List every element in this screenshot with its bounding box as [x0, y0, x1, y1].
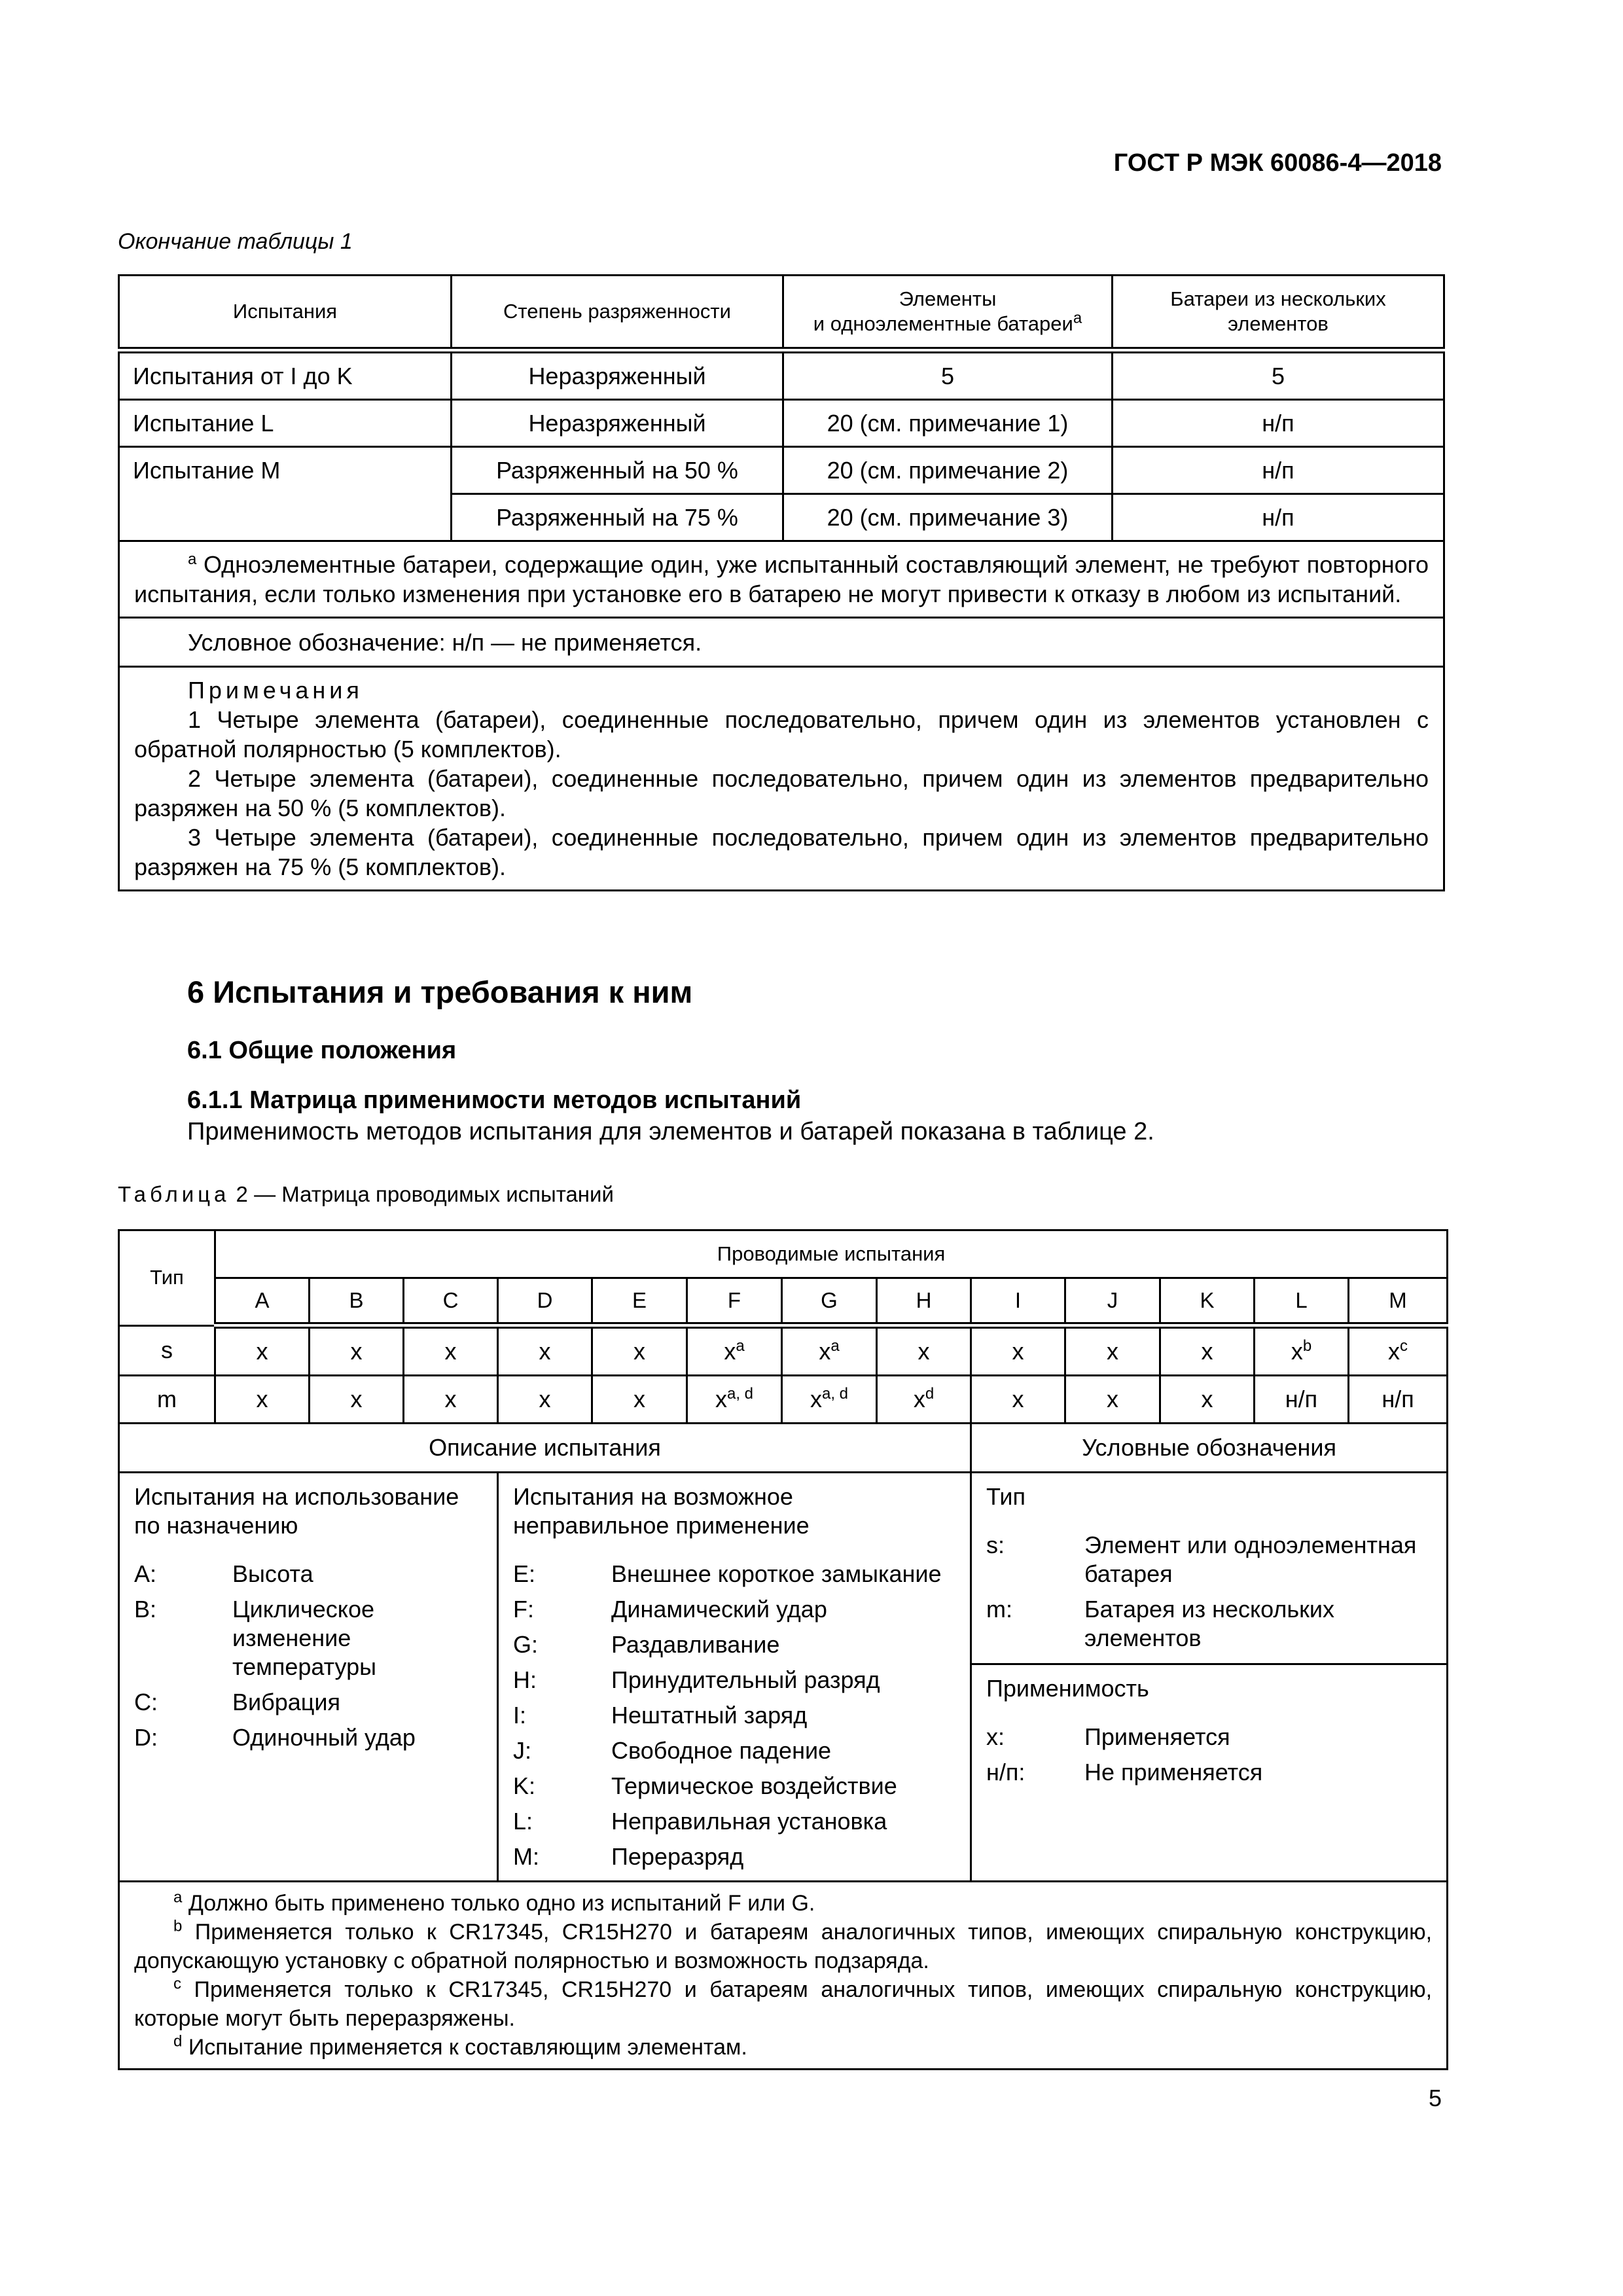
footnote-ref: b — [1302, 1337, 1312, 1355]
applicability-section — [972, 1663, 1446, 1787]
intended-test-code: B: — [134, 1596, 157, 1623]
type-header: Тип — [119, 1230, 215, 1326]
description-header-row — [119, 1424, 1448, 1473]
misuse-test-label: Внешнее короткое замыкание — [611, 1560, 942, 1587]
matrix-cell: x — [404, 1325, 498, 1376]
intended-test-code: A: — [134, 1560, 157, 1587]
test-letters-row — [119, 1278, 1448, 1326]
matrix-cell: $x^{a, d}$ — [687, 1376, 782, 1424]
table-2-header-row — [119, 1230, 1448, 1278]
type-title: Тип — [986, 1483, 1026, 1510]
matrix-cell: x — [215, 1325, 310, 1376]
test-letter-M: M — [1349, 1278, 1448, 1326]
matrix-cell: $x^a$ — [782, 1325, 877, 1376]
misuse-test-label: Нештатный заряд — [611, 1702, 808, 1729]
cell: н/п — [1113, 494, 1444, 541]
table-2-caption — [118, 1182, 614, 1207]
cell: Разряженный на 75 % — [452, 494, 783, 541]
description-header: Описание испытания — [119, 1424, 971, 1473]
matrix-cell: $x^b$ — [1255, 1325, 1349, 1376]
section-paragraph: Применимость методов испытания для элементов и батарей показана в таблице 2. — [187, 1118, 1154, 1145]
footnote-mark: a — [173, 1888, 183, 1907]
misuse-test-code: K: — [513, 1772, 536, 1799]
type-label: Батарея из нескольких элементов — [1084, 1596, 1335, 1651]
table-1-header-row — [119, 276, 1444, 351]
table-2-footnotes — [119, 1882, 1448, 2070]
header-batteries — [1113, 276, 1444, 351]
type-label: Элемент или одноэлементная батарея — [1084, 1532, 1417, 1587]
intended-use-title: Испытания на использование по назначению — [134, 1483, 459, 1539]
footnote-text: Испытание применяется к составляющим элементам. — [188, 2035, 747, 2060]
matrix-cell: н/п — [1255, 1376, 1349, 1424]
misuse-test-code: M: — [513, 1843, 539, 1870]
misuse-test-label: Переразряд — [611, 1843, 744, 1870]
intended-test-code: C: — [134, 1689, 158, 1715]
applicability-label: Применяется — [1084, 1723, 1230, 1750]
footnote — [134, 1889, 1432, 1918]
footnote-ref: c — [1400, 1337, 1408, 1355]
table-2-footnotes-row — [119, 1882, 1448, 2070]
type-cell: s — [119, 1325, 215, 1376]
misuse-test-label: Свободное падение — [611, 1737, 832, 1764]
cell: 5 — [1113, 350, 1444, 400]
test-letter-E: E — [592, 1278, 687, 1326]
section-heading-6: 6 Испытания и требования к ним — [187, 975, 693, 1009]
matrix-cell: $x^d$ — [877, 1376, 971, 1424]
misuse-test-label: Термическое воздействие — [611, 1772, 897, 1799]
footnote-ref: a — [1073, 309, 1082, 327]
cell: Неразряженный — [452, 400, 783, 447]
footnote-ref: a — [830, 1337, 840, 1355]
misuse-title: Испытания на возможное неправильное применение — [513, 1483, 810, 1539]
intended-test-label: Вибрация — [232, 1689, 341, 1715]
applicability-code: x: — [986, 1723, 1005, 1750]
footnote — [134, 1918, 1432, 1975]
header-cells — [783, 276, 1113, 351]
table-1-legend: Условное обозначение: н/п — не применяется. — [119, 618, 1444, 667]
type-cell: m — [119, 1376, 215, 1424]
cell: 20 (см. примечание 3) — [783, 494, 1113, 541]
document-header: ГОСТ Р МЭК 60086-4—2018 — [1113, 149, 1442, 177]
matrix-cell: $x^{a, d}$ — [782, 1376, 877, 1424]
header-cells-line1: Элементы — [899, 287, 997, 310]
cell: н/п — [1113, 400, 1444, 447]
test-letter-K: K — [1160, 1278, 1255, 1326]
cell: 20 (см. примечание 2) — [783, 447, 1113, 494]
misuse-test-code: G: — [513, 1631, 539, 1658]
footnote-text: Одноэлементные батареи, содержащие один, уже испытанный составляющий элемент, не требуют повторного испытания, если только изменения при установке его в батарею не могут привести к отказу в любом из испытаний. — [134, 551, 1429, 607]
footnote-mark: c — [173, 1975, 181, 1993]
misuse-test-label: Неправильная установка — [611, 1808, 887, 1835]
matrix-cell: x — [404, 1376, 498, 1424]
matrix-cell: $x^a$ — [687, 1325, 782, 1376]
note-3: 3 Четыре элемента (батареи), соединенные последовательно, причем один из элементов предварительно разряжен на 75 % (5 комплектов). — [134, 824, 1429, 880]
matrix-cell: н/п — [1349, 1376, 1448, 1424]
table-row — [119, 1376, 1448, 1424]
footnote-mark: d — [173, 2032, 183, 2051]
matrix-cell: x — [877, 1325, 971, 1376]
intended-test-code: D: — [134, 1724, 158, 1751]
misuse-column — [498, 1473, 971, 1882]
applicability-label: Не применяется — [1084, 1759, 1263, 1785]
test-letter-I: I — [971, 1278, 1065, 1326]
header-tests: Испытания — [119, 276, 452, 351]
type-list — [986, 1531, 1432, 1653]
table-continuation-label: Окончание таблицы 1 — [118, 229, 353, 254]
intended-test-label: Циклическое изменение температуры — [232, 1596, 377, 1680]
intended-test-label: Высота — [232, 1560, 313, 1587]
notes-title: Примечания — [188, 677, 363, 704]
header-cells-line2: и одноэлементные батареи — [813, 312, 1073, 335]
section-heading-6-1: 6.1 Общие положения — [187, 1037, 457, 1064]
test-letter-J: J — [1065, 1278, 1160, 1326]
intended-use-list — [134, 1560, 482, 1752]
table-2 — [118, 1229, 1448, 2070]
intended-use-column — [119, 1473, 498, 1882]
test-letter-C: C — [404, 1278, 498, 1326]
misuse-test-code: L: — [513, 1808, 533, 1835]
description-body-row — [119, 1473, 1448, 1882]
footnote-mark: b — [173, 1917, 183, 1935]
note-1: 1 Четыре элемента (батареи), соединенные последовательно, причем один из элементов установлен с обратной полярностью (5 комплектов). — [134, 706, 1429, 762]
matrix-cell: x — [1065, 1376, 1160, 1424]
table-row — [119, 1325, 1448, 1376]
misuse-test-code: F: — [513, 1596, 534, 1623]
matrix-cell: x — [215, 1376, 310, 1424]
cell: 5 — [783, 350, 1113, 400]
footnote — [134, 1975, 1432, 2033]
footnote — [134, 2033, 1432, 2062]
matrix-cell: x — [592, 1325, 687, 1376]
matrix-cell: x — [1160, 1376, 1255, 1424]
page-number: 5 — [1428, 2085, 1442, 2111]
misuse-test-code: H: — [513, 1666, 537, 1693]
test-letter-L: L — [1255, 1278, 1349, 1326]
cell: 20 (см. примечание 1) — [783, 400, 1113, 447]
misuse-test-label: Принудительный разряд — [611, 1666, 880, 1693]
cell: Испытание L — [119, 400, 452, 447]
header-batteries-line1: Батареи из нескольких — [1170, 287, 1386, 310]
header-batteries-line2: элементов — [1228, 312, 1329, 335]
footnote-text: Применяется только к CR17345, CR15H270 и батареям аналогичных типов, имеющих спиральную конструкцию, которые могут быть переразряжены. — [134, 1977, 1433, 2031]
cell: Испытания от I до K — [119, 350, 452, 400]
table-row — [119, 447, 1444, 494]
matrix-cell: x — [1065, 1325, 1160, 1376]
footnote-text: Применяется только к CR17345, CR15H270 и батареям аналогичных типов, имеющих спиральную конструкцию, допускающую установку с обратной полярностью и возможность подзаряда. — [134, 1920, 1433, 1973]
type-code: s: — [986, 1532, 1005, 1558]
footnote-ref: a, d — [726, 1385, 754, 1403]
misuse-test-code: I: — [513, 1702, 527, 1729]
matrix-cell: x — [310, 1376, 404, 1424]
table-1-notes — [119, 667, 1444, 891]
misuse-list — [513, 1560, 955, 1871]
matrix-cell: x — [498, 1376, 592, 1424]
misuse-test-label: Раздавливание — [611, 1631, 780, 1658]
matrix-cell: x — [310, 1325, 404, 1376]
cell: Неразряженный — [452, 350, 783, 400]
intended-test-label: Одиночный удар — [232, 1724, 416, 1751]
cell: н/п — [1113, 447, 1444, 494]
table-row — [119, 350, 1444, 400]
matrix-cell: $x^c$ — [1349, 1325, 1448, 1376]
matrix-cell: x — [1160, 1325, 1255, 1376]
test-letter-D: D — [498, 1278, 592, 1326]
legend-header: Условные обозначения — [971, 1424, 1448, 1473]
misuse-test-code: J: — [513, 1737, 532, 1764]
table-row — [119, 400, 1444, 447]
cell: Испытание M — [119, 447, 452, 541]
footnote-mark: a — [188, 550, 197, 568]
matrix-cell: x — [592, 1376, 687, 1424]
cell: Разряженный на 50 % — [452, 447, 783, 494]
table-1 — [118, 274, 1445, 891]
test-letter-F: F — [687, 1278, 782, 1326]
applicability-title: Применимость — [986, 1675, 1149, 1702]
misuse-test-code: E: — [513, 1560, 536, 1587]
header-discharge: Степень разряженности — [452, 276, 783, 351]
footnote-text: Должно быть применено только одно из испытаний F или G. — [188, 1891, 815, 1916]
test-letter-A: A — [215, 1278, 310, 1326]
type-code: m: — [986, 1596, 1012, 1623]
matrix-cell: x — [971, 1376, 1065, 1424]
test-letter-G: G — [782, 1278, 877, 1326]
tests-header: Проводимые испытания — [215, 1230, 1448, 1278]
footnote-ref: a, d — [821, 1385, 849, 1403]
footnote-ref: d — [925, 1385, 935, 1403]
test-letter-H: H — [877, 1278, 971, 1326]
footnote-ref: a — [736, 1337, 745, 1355]
table-1-footnote — [119, 541, 1444, 618]
test-letter-B: B — [310, 1278, 404, 1326]
misuse-test-label: Динамический удар — [611, 1596, 827, 1623]
caption-text: 2 — Матрица проводимых испытаний — [230, 1182, 614, 1206]
applicability-code: н/п: — [986, 1759, 1026, 1785]
legend-column — [971, 1473, 1448, 1882]
caption-label: Таблица — [118, 1182, 230, 1206]
applicability-list — [986, 1723, 1432, 1787]
matrix-cell: x — [971, 1325, 1065, 1376]
note-2: 2 Четыре элемента (батареи), соединенные последовательно, причем один из элементов предварительно разряжен на 50 % (5 комплектов). — [134, 765, 1429, 821]
matrix-cell: x — [498, 1325, 592, 1376]
section-heading-6-1-1: 6.1.1 Матрица применимости методов испытаний — [187, 1086, 802, 1114]
